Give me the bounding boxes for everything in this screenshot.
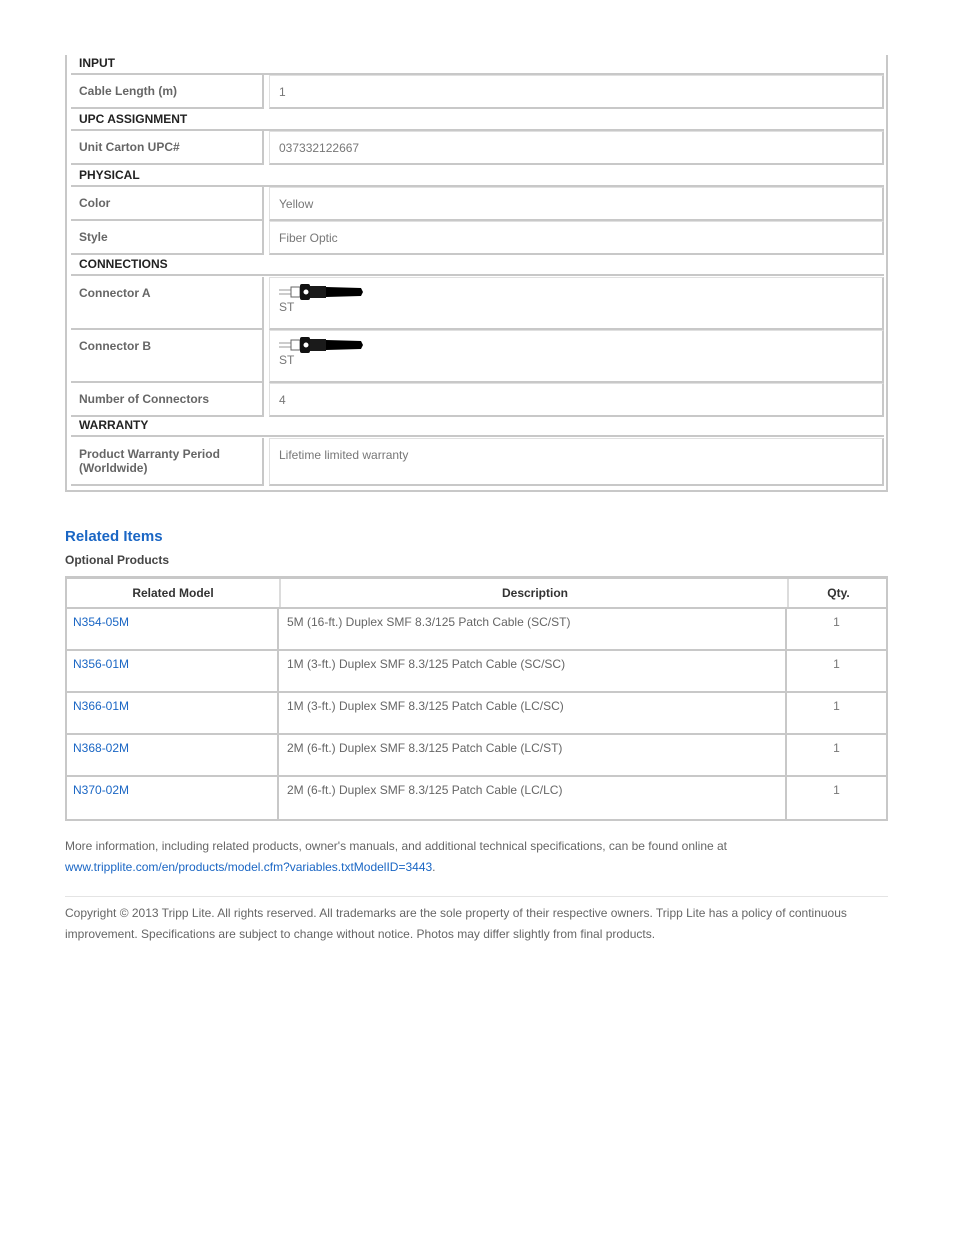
column-header-model: Related Model xyxy=(132,586,214,600)
spec-value: Yellow xyxy=(269,187,884,221)
qty-cell: 1 xyxy=(833,615,840,629)
spec-row-color xyxy=(71,187,884,221)
spec-label: Number of Connectors xyxy=(71,383,264,417)
spec-row-cable-length xyxy=(71,75,884,109)
related-products-table xyxy=(65,576,888,821)
spec-label: Style xyxy=(71,221,264,255)
spec-row-warranty xyxy=(71,438,884,486)
table-row xyxy=(67,609,886,651)
spec-row-num-connectors xyxy=(71,383,884,417)
table-header xyxy=(67,579,886,609)
spec-value: 037332122667 xyxy=(269,131,884,165)
description-cell: 1M (3-ft.) Duplex SMF 8.3/125 Patch Cable (LC/SC) xyxy=(279,693,787,733)
spec-row-style xyxy=(71,221,884,255)
spec-value xyxy=(269,330,884,383)
description-cell: 1M (3-ft.) Duplex SMF 8.3/125 Patch Cable (SC/SC) xyxy=(279,651,787,691)
spec-label: Connector B xyxy=(71,330,264,383)
more-info-paragraph xyxy=(65,836,888,878)
table-row xyxy=(67,651,886,693)
optional-products-subtitle: Optional Products xyxy=(65,553,170,567)
qty-cell: 1 xyxy=(833,783,840,797)
spec-row-connector-b xyxy=(71,330,884,383)
spec-label: Cable Length (m) xyxy=(71,75,264,109)
copyright-notice: Copyright © 2013 Tripp Lite. All rights reserved. All trademarks are the sole property of their respective owners. Tripp Lite has a policy of continuous improvement. Specifications are subject to change without notice. Photos may differ slightly from final products. xyxy=(65,906,847,941)
connector-type-label: ST xyxy=(279,300,295,314)
qty-cell: 1 xyxy=(833,699,840,713)
spec-value: 1 xyxy=(269,75,884,109)
model-link[interactable]: N370-02M xyxy=(67,777,279,819)
description-cell: 5M (16-ft.) Duplex SMF 8.3/125 Patch Cable (SC/ST) xyxy=(279,609,787,649)
model-link[interactable]: N356-01M xyxy=(67,651,279,691)
spec-row-connector-a xyxy=(71,277,884,330)
section-heading-warranty: WARRANTY xyxy=(71,417,884,437)
model-link[interactable]: N368-02M xyxy=(67,735,279,775)
more-info-period: . xyxy=(432,860,436,874)
description-cell: 2M (6-ft.) Duplex SMF 8.3/125 Patch Cable (LC/LC) xyxy=(279,777,787,819)
table-row xyxy=(67,735,886,777)
spec-label: Unit Carton UPC# xyxy=(71,131,264,165)
spec-value xyxy=(269,277,884,330)
column-header-qty: Qty. xyxy=(787,579,888,607)
connector-type-label: ST xyxy=(279,353,295,367)
table-row xyxy=(67,693,886,735)
footer-divider xyxy=(65,896,888,897)
more-info-text: More information, including related products, owner's manuals, and additional technical specifications, can be found online at xyxy=(65,839,728,853)
section-heading-connections: CONNECTIONS xyxy=(71,256,884,276)
model-link[interactable]: N354-05M xyxy=(67,609,279,649)
spec-table xyxy=(65,55,888,492)
spec-value: Lifetime limited warranty xyxy=(269,438,884,486)
model-link[interactable]: N366-01M xyxy=(67,693,279,733)
section-heading-input: INPUT xyxy=(71,55,884,75)
description-cell: 2M (6-ft.) Duplex SMF 8.3/125 Patch Cable (LC/ST) xyxy=(279,735,787,775)
qty-cell: 1 xyxy=(833,657,840,671)
spec-value: 4 xyxy=(269,383,884,417)
qty-cell: 1 xyxy=(833,741,840,755)
spec-value: Fiber Optic xyxy=(269,221,884,255)
section-heading-upc: UPC ASSIGNMENT xyxy=(71,111,884,131)
section-heading-physical: PHYSICAL xyxy=(71,167,884,187)
column-header-description: Description xyxy=(279,579,789,607)
related-items-title: Related Items xyxy=(65,528,163,545)
spec-label: Product Warranty Period (Worldwide) xyxy=(71,438,264,486)
spec-label: Connector A xyxy=(71,277,264,330)
spec-row-upc xyxy=(71,131,884,165)
spec-label: Color xyxy=(71,187,264,221)
product-page-link[interactable]: www.tripplite.com/en/products/model.cfm?variables.txtModelID=3443 xyxy=(65,860,433,874)
table-row xyxy=(67,777,886,819)
